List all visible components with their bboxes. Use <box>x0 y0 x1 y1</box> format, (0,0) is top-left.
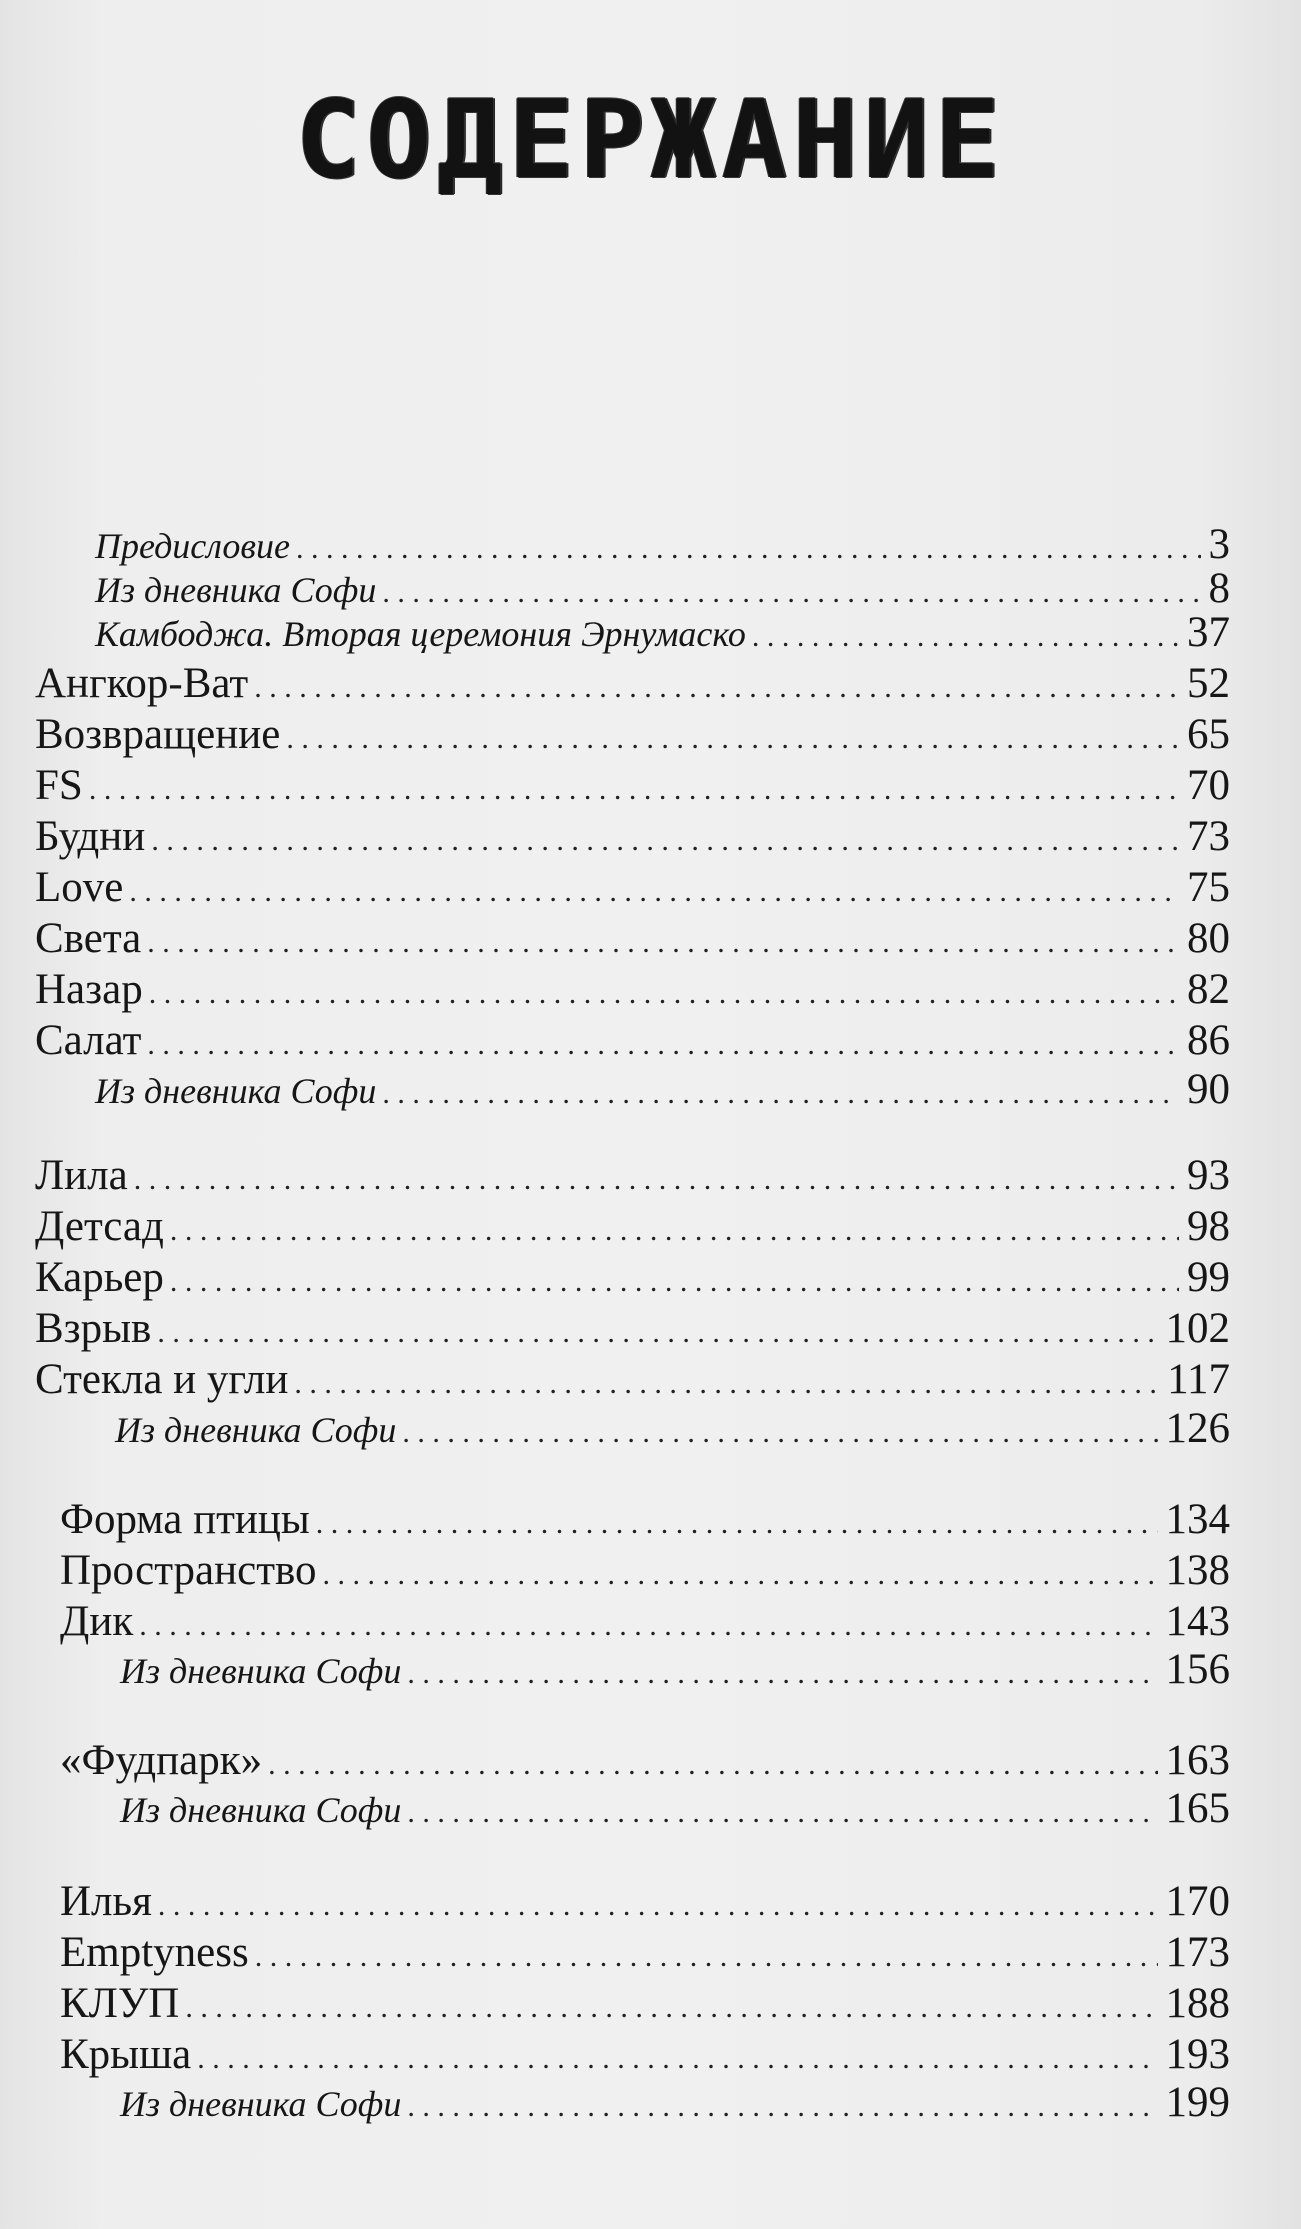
toc-entry-page: 165 <box>1165 1785 1230 1832</box>
dot-leader <box>170 1256 1179 1308</box>
toc-entry <box>35 709 1230 761</box>
dot-leader <box>316 1498 1158 1550</box>
toc-entry-page: 170 <box>1165 1878 1230 1925</box>
dot-leader <box>149 968 1179 1020</box>
toc-entry <box>35 1303 1230 1355</box>
toc-entry <box>35 862 1230 914</box>
toc-entry-page: 143 <box>1165 1598 1230 1645</box>
dot-leader <box>752 611 1179 663</box>
toc-entry <box>60 1927 1230 1979</box>
dot-leader <box>170 1205 1179 1257</box>
toc-entry-title: Love <box>35 864 124 911</box>
dot-leader <box>134 1154 1179 1206</box>
toc-entry-title: Салат <box>35 1017 142 1064</box>
dot-leader <box>402 1407 1157 1459</box>
toc-entry <box>35 964 1230 1016</box>
dot-leader <box>147 917 1179 969</box>
toc-entry-title: Из дневника Софи <box>115 1410 397 1450</box>
toc-entry <box>35 811 1230 863</box>
toc-entry-page: 75 <box>1187 864 1230 911</box>
toc-entry <box>35 1354 1230 1406</box>
toc-entry-title: Света <box>35 915 142 962</box>
dot-leader <box>151 815 1179 867</box>
toc-entry-page: 70 <box>1187 762 1230 809</box>
toc-entry-title: Дик <box>60 1598 134 1645</box>
toc-entry-page: 102 <box>1165 1305 1230 1352</box>
toc-entry-title: Карьер <box>35 1254 164 1301</box>
toc-entry-page: 173 <box>1165 1929 1230 1976</box>
toc-entry <box>95 1064 1230 1116</box>
dot-leader <box>157 1307 1157 1359</box>
dot-leader <box>407 1787 1157 1839</box>
toc-entry-page: 134 <box>1165 1496 1230 1543</box>
toc-entry-page: 99 <box>1187 1254 1230 1301</box>
toc-entry-title: Emptyness <box>60 1929 249 1976</box>
toc-entry-title: Из дневника Софи <box>120 2084 402 2124</box>
dot-leader <box>407 2081 1157 2133</box>
toc-entry-page: 37 <box>1187 609 1230 656</box>
toc-entry-title: Из дневника Софи <box>120 1651 402 1691</box>
toc-entry <box>95 607 1230 659</box>
toc-entry <box>35 1015 1230 1067</box>
toc-entry <box>60 1735 1230 1787</box>
toc-entry-page: 156 <box>1165 1646 1230 1693</box>
toc-entry <box>60 1494 1230 1546</box>
dot-leader <box>254 662 1179 714</box>
toc-entry-title: Назар <box>35 966 143 1013</box>
toc-entry-title: Из дневника Софи <box>120 1790 402 1830</box>
toc-entry-title: Взрыв <box>35 1305 152 1352</box>
toc-entry-page: 3 <box>1208 521 1230 568</box>
dot-leader <box>407 1648 1157 1700</box>
toc-entry-title: Камбоджа. Вторая церемония Эрнумаско <box>95 614 746 654</box>
toc-entry-title: Илья <box>60 1878 152 1925</box>
toc-entry-page: 126 <box>1165 1405 1230 1452</box>
toc-entry-page: 82 <box>1187 966 1230 1013</box>
toc-entry <box>35 1252 1230 1304</box>
toc-entry-title: Пространство <box>60 1547 317 1594</box>
dot-leader <box>323 1549 1158 1601</box>
toc-entry <box>35 913 1230 965</box>
toc-entry-page: 163 <box>1165 1737 1230 1784</box>
toc-entry-title: Предисловие <box>95 526 291 566</box>
page-title: СОДЕРЖАНИЕ <box>295 78 1006 203</box>
toc-entry <box>60 1876 1230 1928</box>
toc-entry-page: 8 <box>1208 565 1230 612</box>
toc-entry-page: 199 <box>1165 2079 1230 2126</box>
toc-entry <box>35 760 1230 812</box>
toc-entry <box>60 1545 1230 1597</box>
toc-entry-title: Лила <box>35 1152 128 1199</box>
toc-entry-title: КЛУП <box>60 1980 180 2027</box>
dot-leader <box>129 866 1179 918</box>
toc-entry-title: Крыша <box>60 2031 192 2078</box>
toc-entry <box>60 1596 1230 1648</box>
toc-entry-page: 193 <box>1165 2031 1230 2078</box>
toc-entry <box>115 1403 1230 1455</box>
toc-entry <box>120 1644 1230 1696</box>
toc-entry-title: Возвращение <box>35 711 281 758</box>
toc-entry-page: 93 <box>1187 1152 1230 1199</box>
dot-leader <box>158 1880 1158 1932</box>
toc-entry-title: Детсад <box>35 1203 164 1250</box>
toc-entry-page: 188 <box>1165 1980 1230 2027</box>
dot-leader <box>185 1982 1157 2034</box>
toc-entry-title: «Фудпарк» <box>60 1737 263 1784</box>
toc-entry-title: FS <box>35 762 83 809</box>
toc-entry-title: Будни <box>35 813 146 860</box>
toc-entry-page: 65 <box>1187 711 1230 758</box>
toc-entry <box>60 2029 1230 2081</box>
toc-entry-page: 138 <box>1165 1547 1230 1594</box>
toc-entry <box>60 1978 1230 2030</box>
toc-entry-page: 98 <box>1187 1203 1230 1250</box>
toc-entry-page: 117 <box>1167 1356 1230 1403</box>
dot-leader <box>286 713 1179 765</box>
toc-entry-title: Из дневника Софи <box>95 1071 377 1111</box>
dot-leader <box>382 1068 1179 1120</box>
toc-entry <box>120 2077 1230 2129</box>
toc-entry-title: Стекла и угли <box>35 1356 289 1403</box>
toc-entry <box>35 1201 1230 1253</box>
toc-entry <box>35 1150 1230 1202</box>
toc-entry-page: 52 <box>1187 660 1230 707</box>
toc-entry-title: Ангкор-Ват <box>35 660 249 707</box>
toc-entry <box>35 658 1230 710</box>
toc-entry-title: Форма птицы <box>60 1496 310 1543</box>
dot-leader <box>89 764 1179 816</box>
toc-entry-page: 86 <box>1187 1017 1230 1064</box>
toc-entry-title: Из дневника Софи <box>95 570 377 610</box>
toc-entry-page: 73 <box>1187 813 1230 860</box>
toc-entry <box>120 1783 1230 1835</box>
dot-leader <box>255 1931 1158 1983</box>
toc-entry-page: 80 <box>1187 915 1230 962</box>
toc-entry-page: 90 <box>1187 1066 1230 1113</box>
